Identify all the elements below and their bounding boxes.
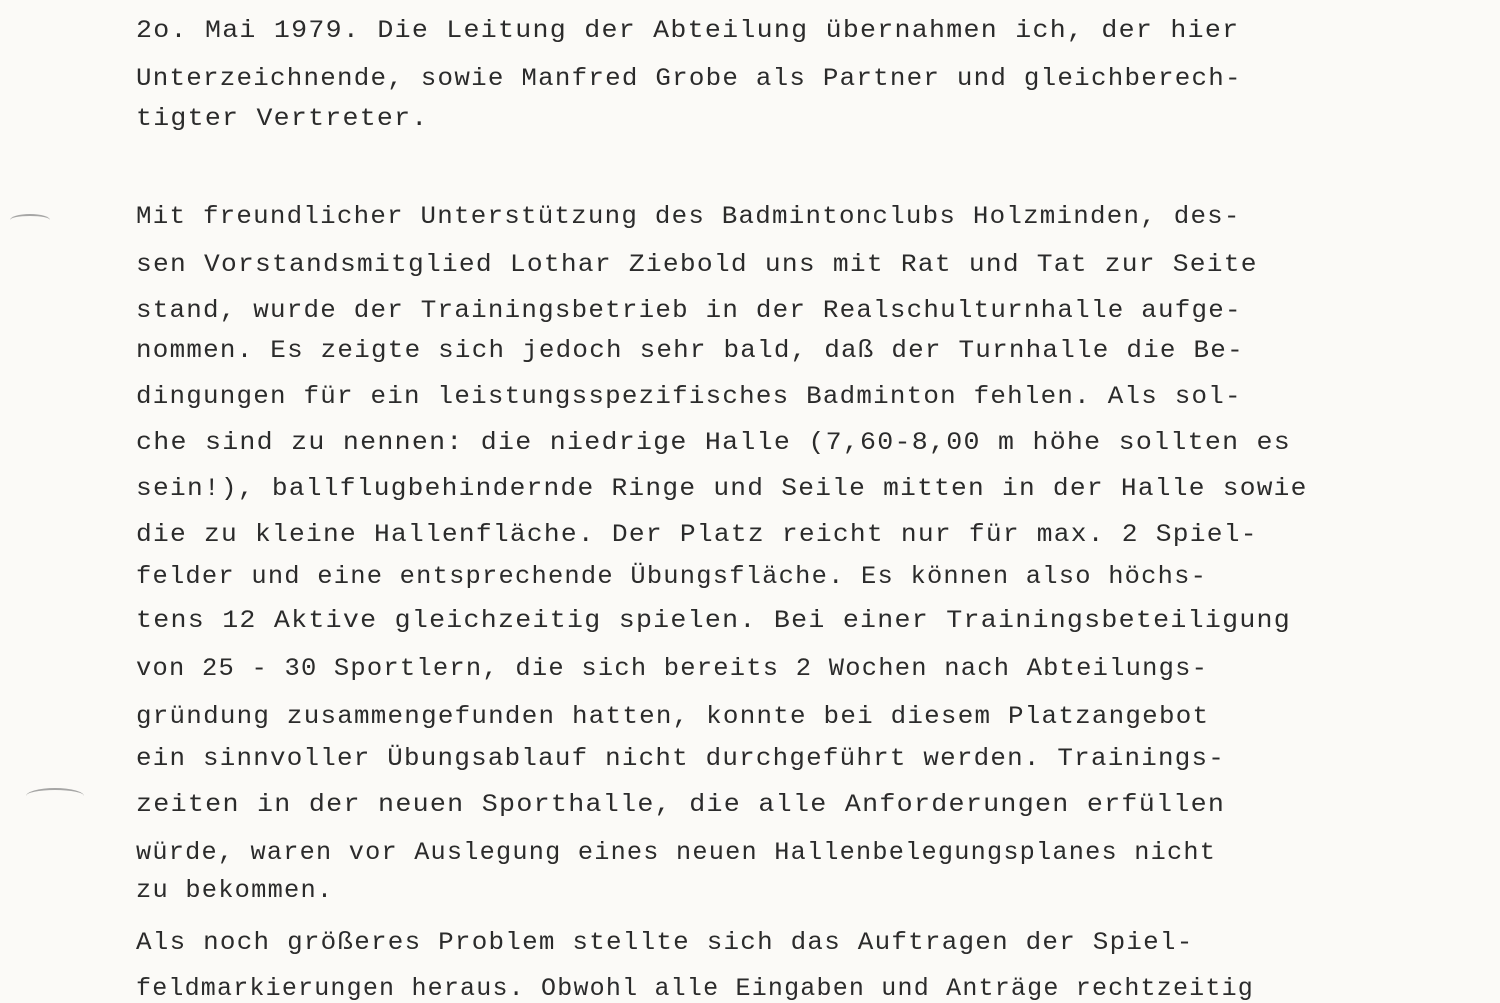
text-line: von 25 - 30 Sportlern, die sich bereits 2 Wochen nach Abteilungs-	[136, 654, 1209, 683]
text-line: die zu kleine Hallenfläche. Der Platz reicht nur für max. 2 Spiel-	[136, 520, 1258, 549]
text-line: 2o. Mai 1979. Die Leitung der Abteilung übernahmen ich, der hier	[136, 16, 1240, 45]
text-line: stand, wurde der Trainingsbetrieb in der Realschulturnhalle aufge-	[136, 296, 1242, 325]
text-line: sen Vorstandsmitglied Lothar Ziebold uns mit Rat und Tat zur Seite	[136, 250, 1258, 279]
text-line: feldmarkierungen heraus. Obwohl alle Eingaben und Anträge rechtzeitig	[136, 974, 1254, 1003]
margin-mark	[10, 214, 50, 226]
text-line: zeiten in der neuen Sporthalle, die alle Anforderungen erfüllen	[136, 790, 1226, 819]
text-line: würde, waren vor Auslegung eines neuen Hallenbelegungsplanes nicht	[136, 838, 1217, 867]
text-line: tigter Vertreter.	[136, 104, 429, 133]
text-line: che sind zu nennen: die niedrige Halle (7,60-8,00 m höhe sollten es	[136, 428, 1292, 457]
text-line: Mit freundlicher Unterstützung des Badmintonclubs Holzminden, des-	[136, 202, 1241, 231]
text-line: Unterzeichnende, sowie Manfred Grobe als Partner und gleichberech-	[136, 64, 1242, 93]
text-line: dingungen für ein leistungsspezifisches Badminton fehlen. Als sol-	[136, 382, 1242, 411]
text-line: zu bekommen.	[136, 876, 334, 905]
text-line: sein!), ballflugbehindernde Ringe und Seile mitten in der Halle sowie	[136, 474, 1308, 503]
text-line: Als noch größeres Problem stellte sich das Auftragen der Spiel-	[136, 928, 1194, 957]
text-line: ein sinnvoller Übungsablauf nicht durchgeführt werden. Trainings-	[136, 744, 1225, 773]
text-line: gründung zusammengefunden hatten, konnte bei diesem Platzangebot	[136, 702, 1210, 731]
text-line: tens 12 Aktive gleichzeitig spielen. Bei einer Trainingsbeteiligung	[136, 606, 1292, 635]
text-line: nommen. Es zeigte sich jedoch sehr bald, daß der Turnhalle die Be-	[136, 336, 1244, 365]
text-line: felder und eine entsprechende Übungsfläche. Es können also höchs-	[136, 562, 1208, 591]
margin-mark	[26, 788, 84, 804]
